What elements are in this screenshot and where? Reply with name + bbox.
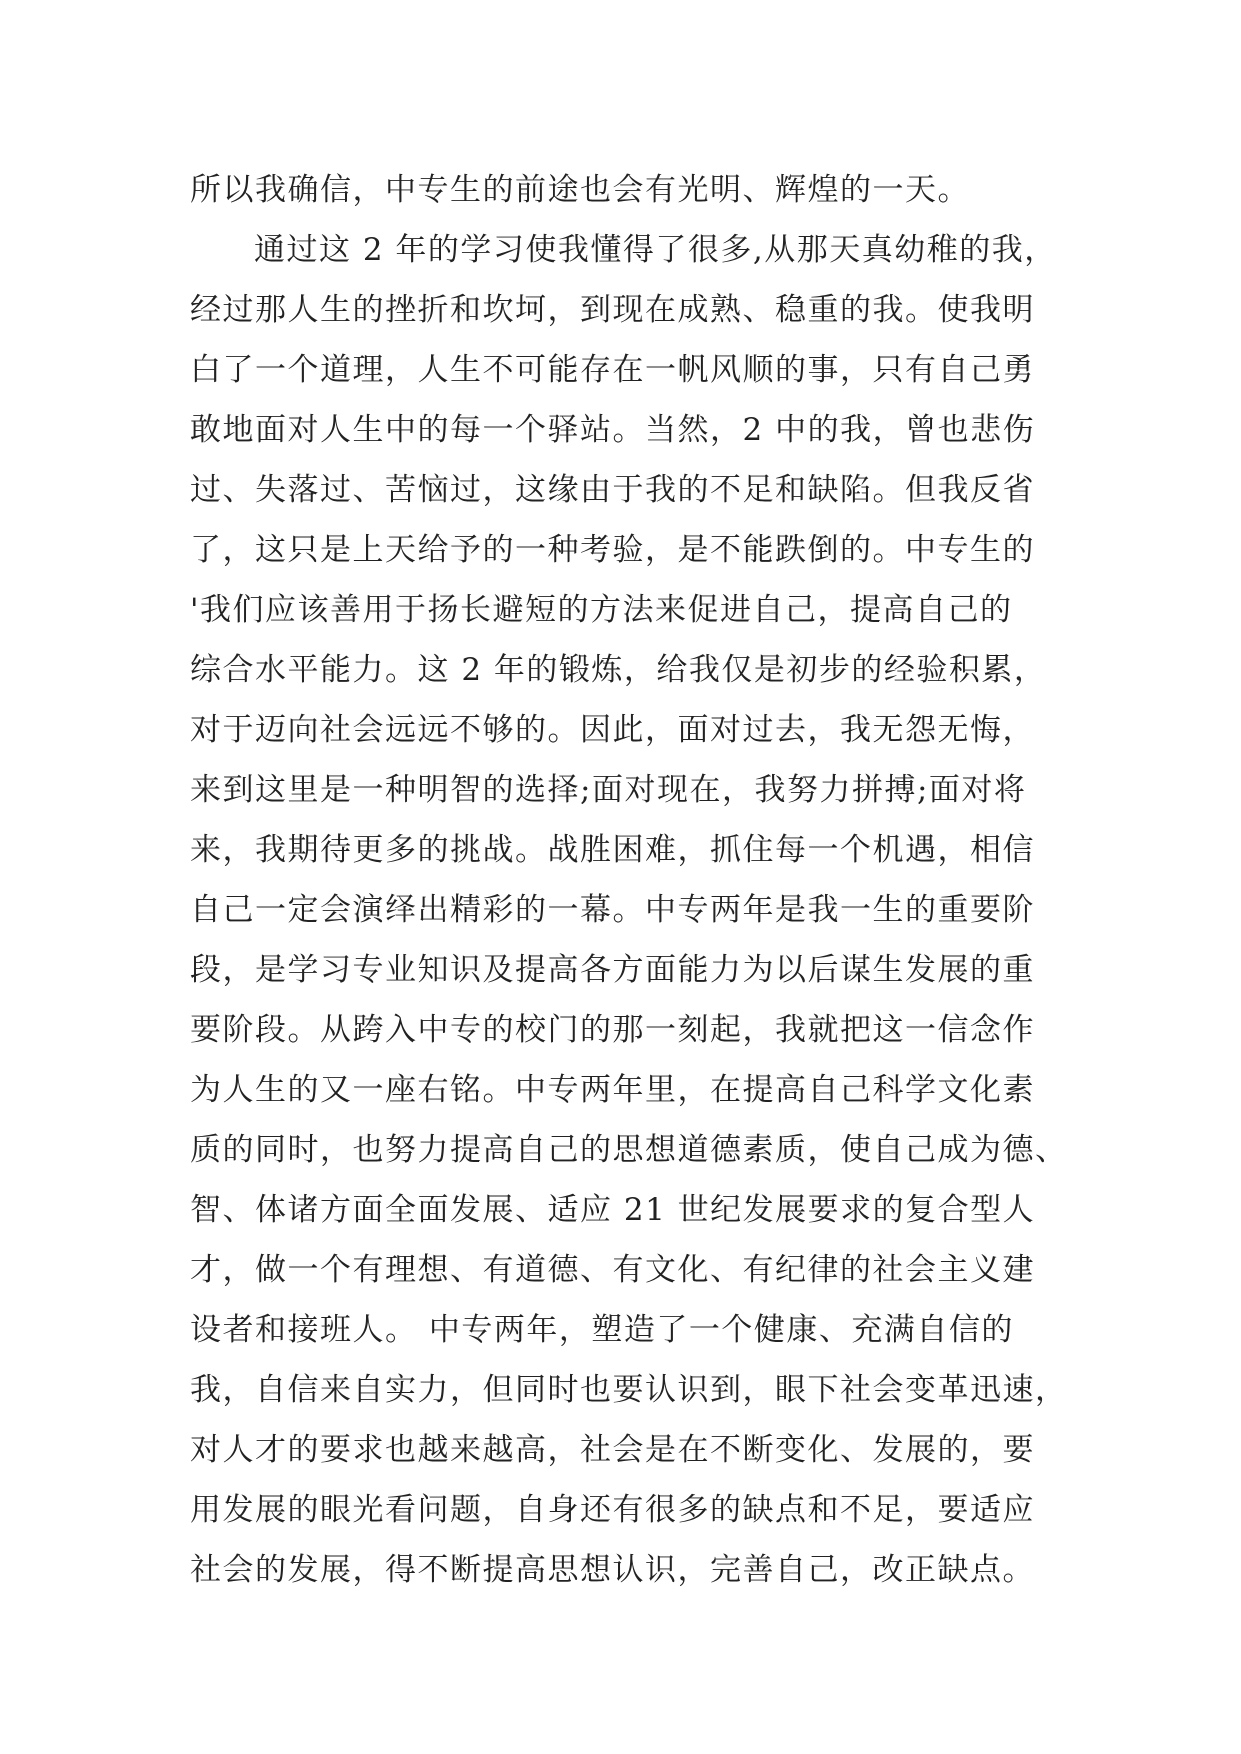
text-line: '我们应该善用于扬长避短的方法来促进自己，提高自己的 [190,592,1013,628]
text-line: 为人生的又一座右铭。中专两年里，在提高自己科学文化素 [190,1072,1035,1108]
text-line: 设者和接班人。 中专两年，塑造了一个健康、充满自信的 [190,1312,1014,1348]
body-text [190,160,1070,1600]
text-line: 来，我期待更多的挑战。战胜困难，抓住每一个机遇，相信 [190,832,1035,868]
text-line: 我，自信来自实力，但同时也要认识到，眼下社会变革迅速， [190,1372,1068,1408]
text-line: 要阶段。从跨入中专的校门的那一刻起，我就把这一信念作 [190,1012,1035,1048]
text-line: 过、失落过、苦恼过，这缘由于我的不足和缺陷。但我反省 [190,472,1035,508]
text-line: 用发展的眼光看问题，自身还有很多的缺点和不足，要适应 [190,1492,1035,1528]
text-line: 对于迈向社会远远不够的。因此，面对过去，我无怨无悔， [190,712,1035,748]
text-line: 敢地面对人生中的每一个驿站。当然，2 中的我，曾也悲伤 [190,412,1036,448]
text-line: 对人才的要求也越来越高，社会是在不断变化、发展的，要 [190,1432,1035,1468]
text-line: 经过那人生的挫折和坎坷，到现在成熟、稳重的我。使我明 [190,292,1035,328]
text-line: 了，这只是上天给予的一种考验，是不能跌倒的。中专生的 [190,532,1035,568]
text-line: 所以我确信，中专生的前途也会有光明、辉煌的一天。 [190,172,970,208]
text-line: 白了一个道理，人生不可能存在一帆风顺的事，只有自己勇 [190,352,1035,388]
text-line: 社会的发展，得不断提高思想认识，完善自己，改正缺点。 [190,1552,1035,1588]
paragraph-start-line: 通过这 2 年的学习使我懂得了很多,从那天真幼稚的我， [254,232,1057,268]
text-line: 综合水平能力。这 2 年的锻炼，给我仅是初步的经验积累， [190,652,1047,688]
text-line: 来到这里是一种明智的选择;面对现在，我努力拼搏;面对将 [190,772,1027,808]
text-line: 智、体诸方面全面发展、适应 21 世纪发展要求的复合型人 [190,1192,1036,1228]
text-line: 自己一定会演绎出精彩的一幕。中专两年是我一生的重要阶 [190,892,1035,928]
text-line: 才，做一个有理想、有道德、有文化、有纪律的社会主义建 [190,1252,1035,1288]
text-line: 段，是学习专业知识及提高各方面能力为以后谋生发展的重 [190,952,1035,988]
text-line: 质的同时，也努力提高自己的思想道德素质，使自己成为德、 [190,1132,1068,1168]
